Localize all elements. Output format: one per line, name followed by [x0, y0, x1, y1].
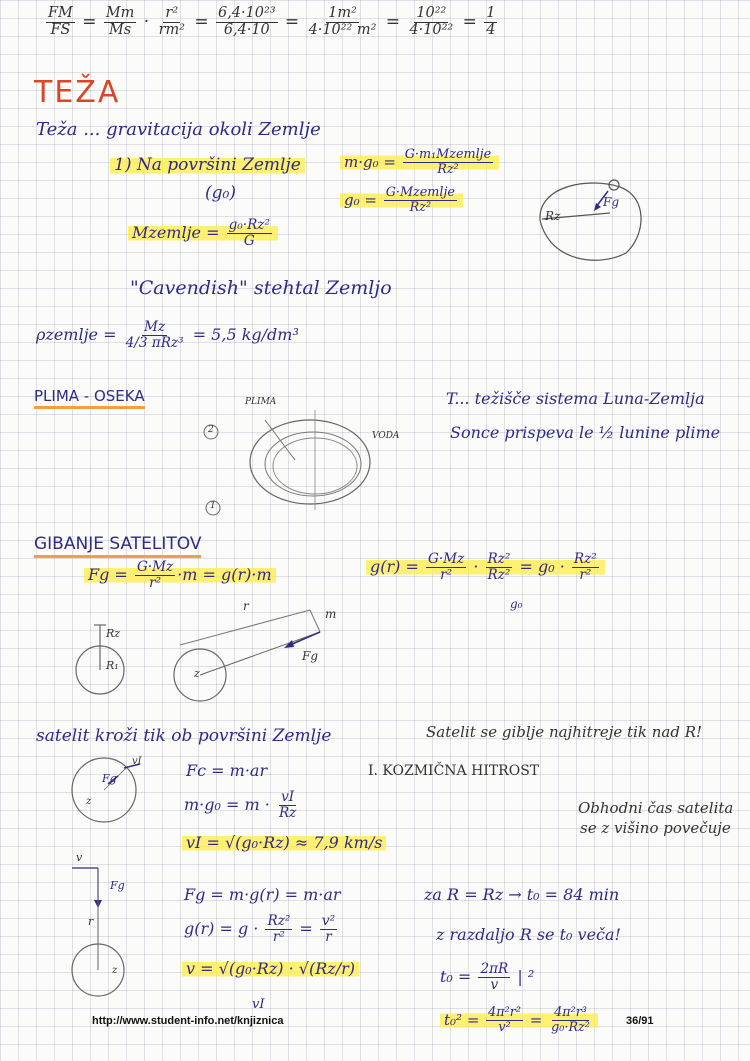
- fc-formula: Fc = m·ar: [186, 761, 268, 780]
- plima-line-2: Sonce prispeva le ½ lunine plime: [450, 423, 721, 442]
- cavendish-line: "Cavendish" stehtal Zemljo: [130, 277, 392, 299]
- sketch-sat-vi: vI: [132, 756, 142, 767]
- sketch-sat2-fg: Fg: [110, 879, 125, 892]
- tides-label-2: 2: [208, 425, 214, 435]
- g0-formula: g₀ = $\frac{\text{G·Mzemlje}}{\text{Rz²}}$: [340, 186, 463, 215]
- sketch-fg-label: Fg: [603, 195, 620, 209]
- gr-formula: g(r) = $\frac{G\cdot Mz}{\text{r²}}$ · $\frac{\text{Rz²}}{\text{Rz²}}$ = g₀ · $\frac{\text{Rz²}}{\text{r²}}$: [366, 552, 605, 583]
- tides-label-plima: PLIMA: [245, 397, 277, 407]
- t0-squared-formula: t₀² = $\frac{\text{4π²r²}}{\text{v²}}$ = $\frac{\text{4π²r³}}{\text{g₀·Rz²}}$: [440, 1006, 598, 1035]
- v-formula: v = √(g₀·Rz) · √(Rz/r): [182, 960, 359, 978]
- density-formula: ρzemlje = $\frac{Mz}{\text{4/3 πRz³}}$ = 5,5 kg/dm³: [36, 319, 299, 351]
- sketch-sat-fg: Fg: [102, 772, 117, 785]
- sketch-gib-z: z: [194, 667, 200, 680]
- section-title-plima: PLIMA - OSEKA: [34, 388, 145, 405]
- sketch-gib-r1: R₁: [106, 659, 119, 672]
- satelit-heading: satelit kroži tik ob površini Zemlje: [36, 726, 332, 746]
- satelit-fastest: Satelit se giblje najhitreje tik nad R!: [426, 723, 703, 741]
- t0-formula: t₀ = $\frac{2\pi R}{v}$ | ²: [440, 961, 535, 993]
- section-title-teza: TEŽA: [34, 75, 121, 110]
- satellite-sketch-radius: [72, 852, 152, 1002]
- footer-url[interactable]: http://www.student-info.net/knjiznica: [92, 1015, 284, 1027]
- gr2-formula: g(r) = g · $\frac{\text{Rz²}}{\text{r²}}$ = $\frac{\text{v²}}{r}$: [184, 913, 336, 945]
- teza-definition: Teža ... gravitacija okoli Zemlje: [36, 119, 321, 140]
- v1-formula: vI = √(g₀·Rz) ≈ 7,9 km/s: [182, 834, 386, 852]
- fg-formula: Fg = $\frac{G\cdot Mz}{\text{r²}}$ ·m = g(r)·m: [84, 560, 276, 591]
- sketch-sat-z: z: [86, 796, 92, 807]
- obhodni-line-2: se z višino povečuje: [580, 819, 731, 837]
- tides-sketch: [195, 390, 425, 520]
- sketch-gib-fg: Fg: [302, 649, 319, 663]
- top-ratio-equation: $\frac{FM}{FS}$ = $\frac{Mm}{Ms}$ · $\frac{\text{r²}}{\text{rm²}}$ = $\frac{\text{6,4·10²³}}{6,4\cdot 10}$ = $\frac{\text{1m²}}{\text{4·10²² m²}}$ = $\frac{\text{10²²}}{\text{4·10²²}}$ = $\frac{1}{4}$: [48, 5, 496, 38]
- tides-label-voda: VODA: [372, 431, 400, 441]
- satellite-sketch-orbit: [170, 590, 345, 710]
- sketch-sat2-r: r: [88, 915, 94, 928]
- plima-line-1: T... težišče sistema Luna-Zemlja: [446, 389, 705, 408]
- sketch-gib-r: r: [243, 599, 249, 613]
- sketch-sat2-v: v: [76, 851, 83, 864]
- mg0-formula: m·g₀ = $\frac{\text{G·m₁Mzemlje}}{\text{Rz²}}$: [340, 148, 499, 177]
- sketch-sat2-z: z: [112, 965, 118, 976]
- mzemlje-formula: Mzemlje = $\frac{\text{g₀·Rz²}}{G}$: [128, 218, 278, 249]
- obhodni-line-1: Obhodni čas satelita: [578, 799, 734, 817]
- mg0-vi-formula: m·g₀ = m · $\frac{vI}{Rz}$: [184, 789, 297, 821]
- sketch-gib-rz: Rz: [106, 627, 121, 640]
- vi-underbrace: vI: [252, 997, 265, 1012]
- teza-g0: (g₀): [205, 183, 236, 203]
- tides-label-1: 1: [210, 501, 216, 511]
- z-razdaljo-line: z razdaljo R se t₀ veča!: [436, 925, 621, 944]
- gr-g0-underbrace: g₀: [510, 597, 523, 611]
- section-title-gibanje: GIBANJE SATELITOV: [34, 535, 201, 554]
- footer-page-number: 36/91: [626, 1015, 654, 1027]
- satellite-sketch-height: [70, 615, 130, 700]
- za-r-line: za R = Rz → t₀ = 84 min: [424, 885, 620, 904]
- sketch-gib-m: m: [325, 607, 337, 621]
- teza-item-1: 1) Na površini Zemlje: [110, 156, 305, 175]
- sketch-rz-label: Rz: [545, 209, 561, 223]
- fg2-formula: Fg = m·g(r) = m·ar: [184, 885, 341, 904]
- kozmicna-hitrost: I. KOZMIČNA HITROST: [368, 763, 540, 779]
